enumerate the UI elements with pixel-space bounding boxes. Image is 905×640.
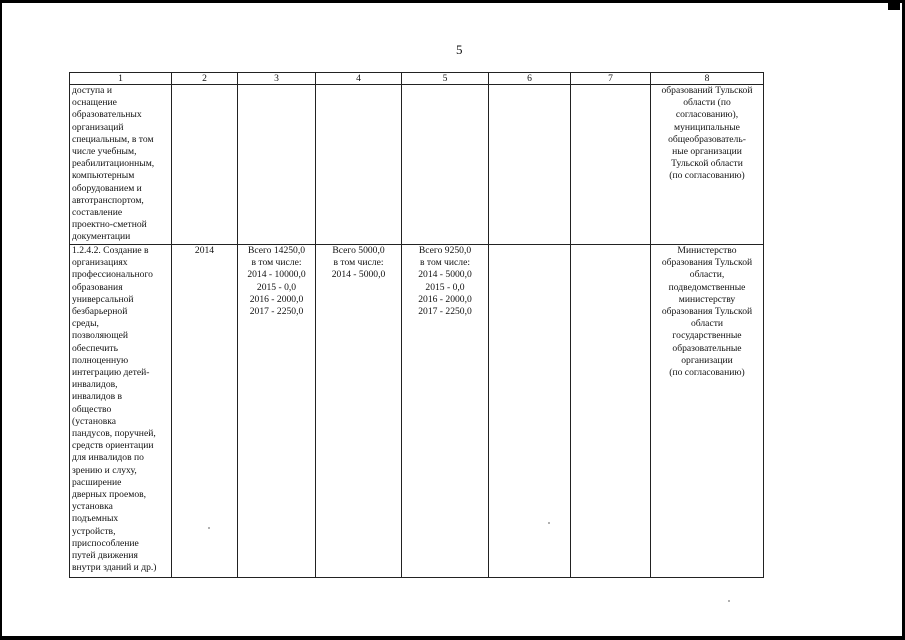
column-header: 7 (571, 73, 651, 85)
scan-corner-mark (888, 0, 900, 10)
measure-description-cell: 1.2.4.2. Создание в организациях профессионального образования универсальной безбарьерной среды, позволяющей обеспечить полноценную интеграцию детей- инвалидов, инвалидов в общество (установка пандусов, поручней, средств ориентации для инвалидов по зрению и слуху, расширение дверных проемов, установка подъемных устройств, приспособление путей движения внутри зданий и др.) (70, 245, 172, 578)
period-cell (172, 85, 238, 245)
column-header: 8 (651, 73, 764, 85)
table-row (70, 245, 764, 578)
column-header: 2 (172, 73, 238, 85)
funding-source-cell (571, 85, 651, 245)
column-header: 5 (402, 73, 489, 85)
funding-source-cell: Всего 9250,0 в том числе: 2014 - 5000,0 2015 - 0,0 2016 - 2000,0 2017 - 2250,0 (402, 245, 489, 578)
period-cell: 2014 (172, 245, 238, 578)
column-header: 6 (489, 73, 571, 85)
scan-border-left (0, 0, 2, 640)
funding-source-cell (489, 245, 571, 578)
scan-border-bottom (0, 636, 905, 640)
funding-source-cell: Всего 5000,0 в том числе: 2014 - 5000,0 (316, 245, 402, 578)
table-header-row (70, 73, 764, 85)
funding-source-cell (571, 245, 651, 578)
total-funding-cell (238, 85, 316, 245)
total-funding-cell: Всего 14250,0 в том числе: 2014 - 10000,0 2015 - 0,0 2016 - 2000,0 2017 - 2250,0 (238, 245, 316, 578)
document-table (69, 72, 764, 578)
page-number: 5 (456, 42, 463, 57)
column-header: 4 (316, 73, 402, 85)
funding-source-cell (316, 85, 402, 245)
column-header: 1 (70, 73, 172, 85)
measure-description-cell: доступа и оснащение образовательных организаций специальным, в том числе учебным, реабилитационным, компьютерным оборудованием и автотранспортом, составление проектно-сметной документации (70, 85, 172, 245)
scan-speck (728, 600, 730, 602)
funding-source-cell (402, 85, 489, 245)
column-header: 3 (238, 73, 316, 85)
responsible-party-cell: Министерство образования Тульской области, подведомственные министерству образования Тульской области государственные образовательные организации (по согласованию) (651, 245, 764, 578)
scan-border-top (0, 0, 905, 3)
responsible-party-cell: образований Тульской области (по согласованию), муниципальные общеобразователь- ные организации Тульской области (по согласованию) (651, 85, 764, 245)
funding-source-cell (489, 85, 571, 245)
table-row (70, 85, 764, 245)
